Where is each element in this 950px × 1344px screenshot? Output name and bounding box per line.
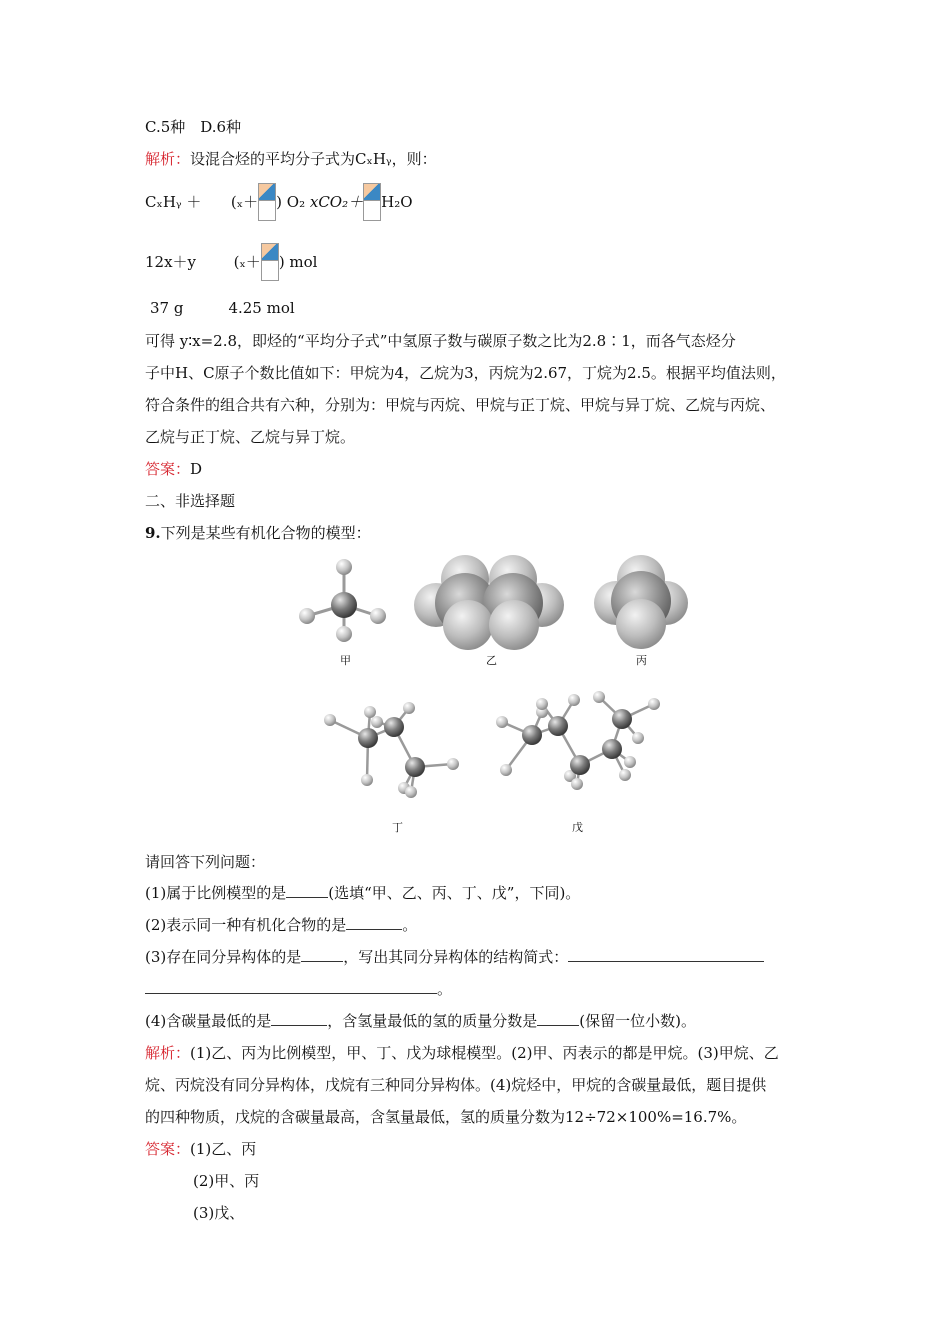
hydrogen-atom bbox=[648, 698, 660, 710]
analysis-label: 解析： bbox=[145, 150, 191, 168]
hydrogen-atom bbox=[361, 774, 373, 786]
carbon-atom bbox=[612, 709, 632, 729]
carbon-atom bbox=[358, 728, 378, 748]
mass-row-unit: ) mol bbox=[278, 253, 318, 271]
answer-label: 答案： bbox=[145, 460, 191, 478]
eq-h2o: H₂O bbox=[381, 193, 413, 211]
eq-coef-open: (ₓ＋ bbox=[230, 193, 259, 211]
hydrogen-atom bbox=[336, 626, 352, 642]
q3-end: 。 bbox=[437, 980, 453, 998]
analysis-para-3: 符合条件的组合共有六种，分别为：甲烷与丙烷、甲烷与正丁烷、甲烷与异丁烷、乙烷与丙烷、 bbox=[145, 396, 776, 414]
analysis-2-line-3: 的四种物质，戊烷的含碳量最高，含氢量最低，氢的质量分数为12÷72×100%=16.7%。 bbox=[145, 1108, 747, 1126]
mass-row-open: (ₓ＋ bbox=[233, 253, 261, 271]
question-stem bbox=[145, 522, 371, 544]
analysis-intro-text: 设混合烃的平均分子式为CₓHᵧ，则： bbox=[190, 150, 437, 168]
caption-wu: 戊 bbox=[572, 821, 583, 834]
carbon-atom bbox=[384, 717, 404, 737]
hydrogen-atom bbox=[370, 608, 386, 624]
q1-tail: (选填“甲、乙、丙、丁、戊”，下同)。 bbox=[328, 884, 581, 902]
answer-value: D bbox=[190, 460, 203, 478]
hydrogen-atom bbox=[536, 698, 548, 710]
question-3 bbox=[145, 946, 764, 968]
answer-blank[interactable] bbox=[286, 883, 328, 898]
values-row: 37 g 4.25 mol bbox=[150, 299, 295, 317]
q1-text: (1)属于比例模型的是 bbox=[145, 884, 287, 902]
fraction-image-placeholder bbox=[261, 243, 279, 281]
q4-text: (4)含碳量最低的是 bbox=[145, 1012, 272, 1030]
caption-jia: 甲 bbox=[340, 654, 351, 667]
carbon-atom bbox=[522, 725, 542, 745]
options-line: C.5种 D.6种 bbox=[145, 118, 242, 136]
combustion-equation bbox=[145, 183, 413, 227]
pentane-ball-stick-model bbox=[490, 682, 670, 797]
question-3-continued bbox=[145, 978, 452, 1000]
hydrogen-atom bbox=[405, 786, 417, 798]
analysis-para-4: 乙烷与正丁烷、乙烷与异丁烷。 bbox=[145, 428, 356, 446]
q4-mid: ，含氢量最低的氢的质量分数是 bbox=[327, 1012, 538, 1030]
question-1 bbox=[145, 882, 580, 904]
analysis-para-2: 子中H、C原子个数比值如下：甲烷为4，乙烷为3，丙烷为2.67，丁烷为2.5。根据平均值法则， bbox=[145, 364, 786, 382]
hydrogen-atom bbox=[324, 714, 336, 726]
methane-ball-stick-model bbox=[290, 555, 400, 655]
propane-ball-stick-model bbox=[318, 700, 468, 810]
carbon-atom bbox=[331, 592, 357, 618]
hydrogen-atom bbox=[447, 758, 459, 770]
carbon-atom bbox=[405, 757, 425, 777]
answer-1 bbox=[145, 458, 202, 480]
answer-blank[interactable] bbox=[537, 1011, 579, 1026]
question-2 bbox=[145, 914, 417, 936]
answer-blank[interactable] bbox=[346, 915, 402, 930]
hydrogen-atom bbox=[624, 756, 636, 768]
carbon-atom bbox=[570, 755, 590, 775]
analysis-label: 解析： bbox=[145, 1044, 191, 1062]
answer-blank[interactable] bbox=[271, 1011, 327, 1026]
caption-yi: 乙 bbox=[486, 654, 497, 667]
hydrogen-atom bbox=[371, 716, 383, 728]
analysis-intro bbox=[145, 148, 437, 170]
carbon-atom bbox=[548, 716, 568, 736]
hydrogen-atom bbox=[496, 716, 508, 728]
hydrogen-atom bbox=[568, 694, 580, 706]
q3-text: (3)存在同分异构体的是 bbox=[145, 948, 302, 966]
hydrogen-atom bbox=[364, 706, 376, 718]
section-heading: 二、非选择题 bbox=[145, 492, 236, 510]
q2-tail: 。 bbox=[402, 916, 418, 934]
answer-blank[interactable] bbox=[568, 947, 764, 962]
caption-bing: 丙 bbox=[636, 654, 647, 667]
answer-blank[interactable] bbox=[301, 947, 343, 962]
answer-label: 答案： bbox=[145, 1140, 191, 1158]
mass-row bbox=[145, 243, 317, 287]
hydrogen-atom bbox=[619, 769, 631, 781]
question-prompt: 请回答下列问题： bbox=[145, 853, 266, 871]
answer-2-part-2: (2)甲、丙 bbox=[193, 1172, 260, 1190]
caption-ding: 丁 bbox=[392, 821, 403, 834]
methane-space-filling-model bbox=[590, 553, 695, 653]
answer-2 bbox=[145, 1138, 256, 1160]
hydrogen-atom bbox=[571, 778, 583, 790]
analysis-2-line-1 bbox=[145, 1042, 779, 1064]
hydrogen-atom bbox=[632, 732, 644, 744]
fraction-image-placeholder bbox=[363, 183, 381, 221]
q4-tail: (保留一位小数)。 bbox=[579, 1012, 696, 1030]
hydrogen-atom bbox=[336, 559, 352, 575]
ethane-space-filling-model bbox=[410, 553, 570, 653]
answer-2-part-3: (3)戊、 bbox=[193, 1204, 245, 1222]
q3-mid: ，写出其同分异构体的结构简式： bbox=[343, 948, 569, 966]
eq-co2: xCO₂＋ bbox=[309, 193, 364, 211]
answer-blank[interactable] bbox=[145, 979, 437, 994]
eq-left: CₓHᵧ ＋ bbox=[145, 193, 202, 211]
carbon-atom bbox=[602, 739, 622, 759]
question-4 bbox=[145, 1010, 696, 1032]
hydrogen-atom bbox=[299, 608, 315, 624]
hydrogen-atom bbox=[593, 691, 605, 703]
fraction-image-placeholder bbox=[258, 183, 276, 221]
q2-text: (2)表示同一种有机化合物的是 bbox=[145, 916, 347, 934]
analysis-para-1: 可得 y∶x=2.8，即烃的“平均分子式”中氢原子数与碳原子数之比为2.8∶1，而各气态烃分 bbox=[145, 332, 736, 350]
question-stem-text: 下列是某些有机化合物的模型： bbox=[160, 524, 371, 542]
analysis-2-line-2: 烷、丙烷没有同分异构体，戊烷有三种同分异构体。(4)烷烃中，甲烷的含碳量最低，题目提供 bbox=[145, 1076, 767, 1094]
hydrogen-atom bbox=[500, 764, 512, 776]
analysis-2-text-1: (1)乙、丙为比例模型，甲、丁、戊为球棍模型。(2)甲、丙表示的都是甲烷。(3)甲烷、乙 bbox=[190, 1044, 779, 1062]
mass-row-left: 12x＋y bbox=[145, 253, 197, 271]
eq-o2: O₂ bbox=[286, 193, 306, 211]
hydrogen-atom bbox=[403, 702, 415, 714]
eq-coef-close: ) bbox=[276, 193, 282, 211]
question-number: 9. bbox=[145, 524, 161, 542]
answer-2-part-1: (1)乙、丙 bbox=[190, 1140, 257, 1158]
